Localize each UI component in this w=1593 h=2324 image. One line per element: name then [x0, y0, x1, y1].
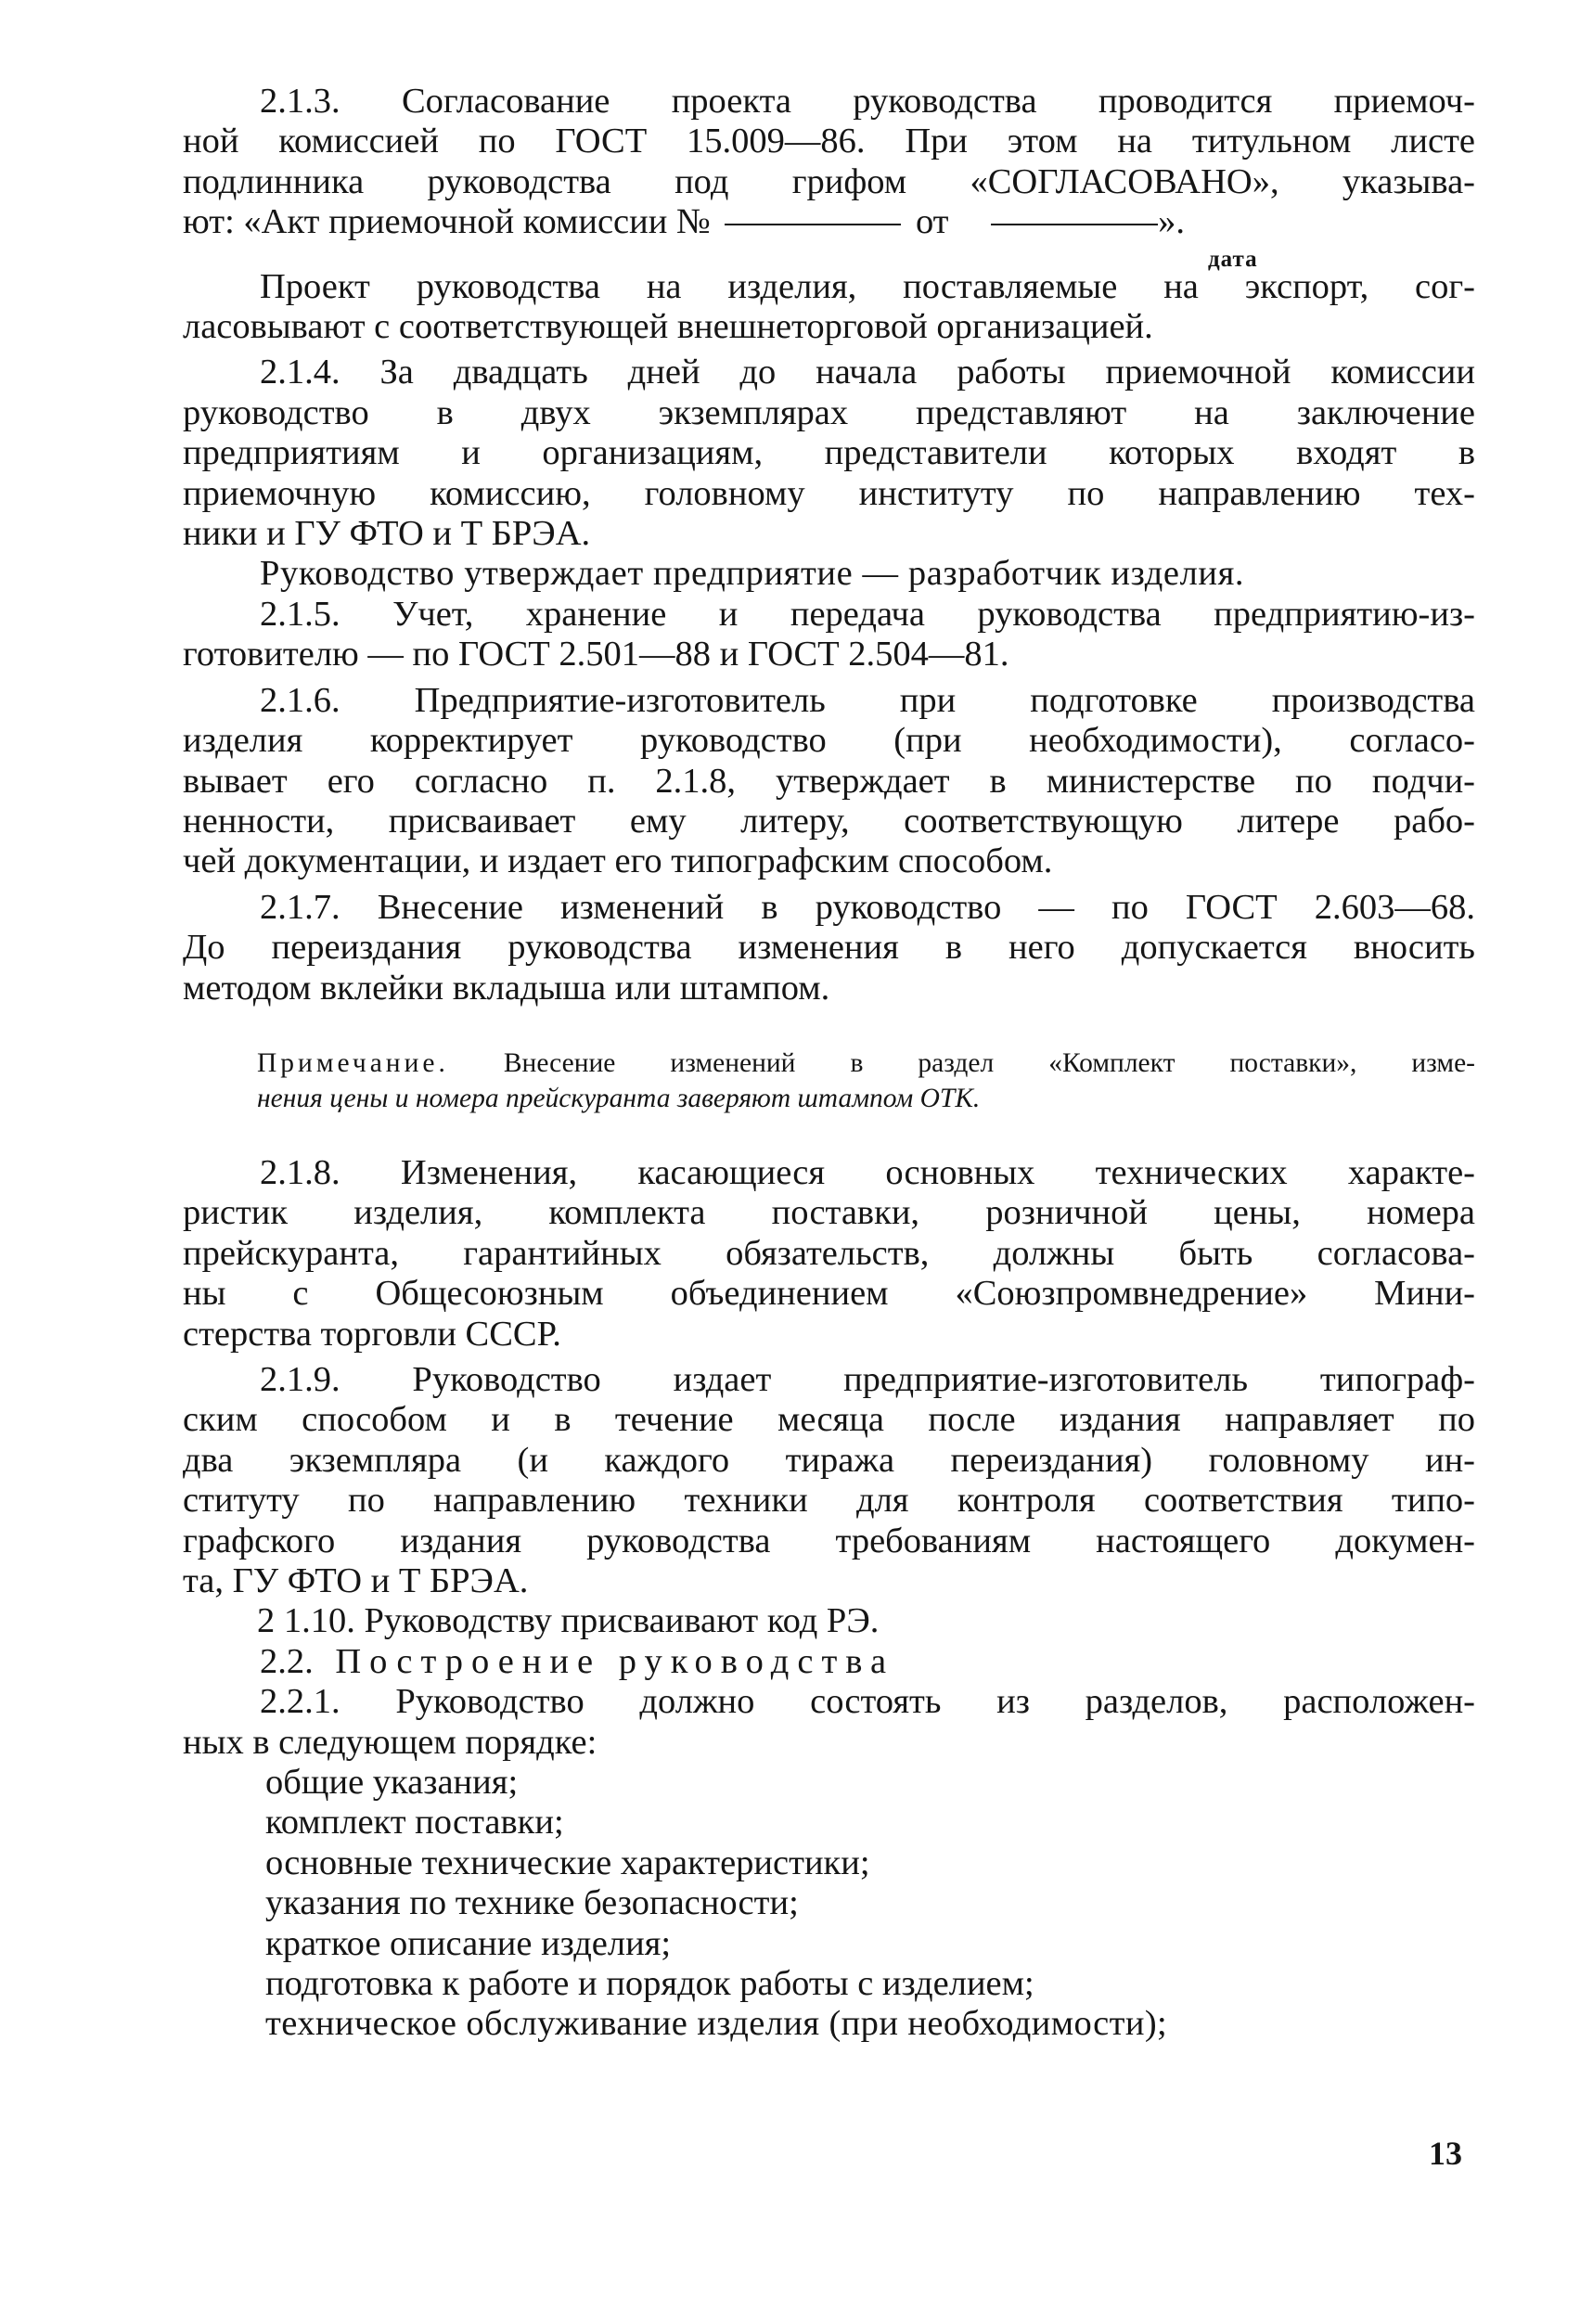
text-line: ники и ГУ ФТО и Т БРЭА. — [183, 514, 591, 554]
text-line: ненности, присваивает ему литеру, соответствующую литере рабо- — [183, 801, 1475, 841]
text-fragment: ». — [1158, 202, 1186, 242]
text-line: приемочную комиссию, головному институту по направлению тех- — [183, 473, 1475, 513]
list-item: техническое обслуживание изделия (при необходимости); — [265, 2004, 1168, 2044]
paragraph-2-2-1 — [183, 1682, 1475, 1763]
text-line: 2.1.5. Учет, хранение и передача руководства предприятию-из- — [260, 594, 1475, 634]
page-body — [183, 82, 1475, 2045]
text-line: графского издания руководства требованиям настоящего докумен- — [183, 1521, 1475, 1560]
text-line: вывает его согласно п. 2.1.8, утверждает в министерстве по подчи- — [183, 761, 1475, 801]
note-block — [257, 1046, 1475, 1116]
text-line: ласовывают с соответствующей внешнеторговой организацией. — [183, 307, 1153, 347]
text-line: Проект руководства на изделия, поставляемые на экспорт, сог- — [260, 266, 1475, 306]
paragraph-2-1-3 — [183, 82, 1475, 272]
text-line: изделия корректирует руководство (при необходимости), согласо- — [183, 721, 1475, 761]
note-line — [257, 1046, 1475, 1081]
text-line: ституту по направлению техники для контроля соответствия типо- — [183, 1481, 1475, 1521]
text-line: 2.2.1. Руководство должно состоять из разделов, расположен- — [260, 1682, 1475, 1722]
paragraph-approval — [260, 554, 1475, 594]
paragraph-2-1-4 — [183, 353, 1475, 554]
date-label: дата — [1208, 246, 1258, 272]
text-line: ных в следующем порядке: — [183, 1722, 597, 1762]
text-line: чей документации, и издает его типографским способом. — [183, 841, 1053, 881]
number-blank — [725, 224, 901, 225]
paragraph-2-1-7 — [183, 887, 1475, 1008]
text-line: 2.1.7. Внесение изменений в руководство — по ГОСТ 2.603—68. — [260, 887, 1475, 927]
text-line: ристик изделия, комплекта поставки, розничной цены, номера — [183, 1193, 1475, 1233]
paragraph-2-1-5 — [183, 594, 1475, 675]
list-item: указания по технике безопасности; — [265, 1883, 799, 1923]
text-line: два экземпляра (и каждого тиража переиздания) головному ин- — [183, 1440, 1475, 1480]
paragraph-2-1-6 — [183, 680, 1475, 882]
section-heading-2-2 — [260, 1642, 1475, 1682]
date-label-row — [260, 243, 1475, 272]
text-line: ны с Общесоюзным объединением «Союзпромвнедрение» Мини- — [183, 1274, 1475, 1314]
page-number: 13 — [1429, 2135, 1462, 2172]
list-item: краткое описание изделия; — [265, 1923, 672, 1963]
text-line: та, ГУ ФТО и Т БРЭА. — [183, 1561, 529, 1600]
section-number: 2.2. — [260, 1641, 314, 1681]
note-line: нения цены и номера прейскуранта заверяют штампом ОТК. — [257, 1083, 981, 1113]
paragraph-2-1-8 — [183, 1152, 1475, 1355]
text-line: ной комиссией по ГОСТ 15.009—86. При этом на титульном листе — [183, 122, 1475, 161]
text-line: руководство в двух экземплярах представляют на заключение — [183, 392, 1475, 432]
text-line: 2 1.10. Руководству присваивают код РЭ. — [257, 1601, 880, 1641]
text-line: 2.1.8. Изменения, касающиеся основных технических характе- — [260, 1152, 1475, 1192]
text-line: предприятиям и организациям, представители которых входят в — [183, 433, 1475, 473]
text-fragment: ют: «Акт приемочной комиссии № — [183, 202, 711, 242]
text-line: 2.1.6. Предприятие-изготовитель при подготовке производства — [260, 680, 1475, 720]
paragraph-export — [183, 266, 1475, 348]
text-line: готовителю — по ГОСТ 2.501—88 и ГОСТ 2.504—81. — [183, 635, 1009, 674]
paragraph-2-1-9 — [183, 1359, 1475, 1601]
date-blank — [991, 224, 1158, 225]
text-line: стерства торговли СССР. — [183, 1314, 561, 1354]
text-line: 2.1.4. За двадцать дней до начала работы приемочной комиссии — [260, 353, 1475, 392]
list-item: основные технические характеристики; — [265, 1843, 870, 1882]
note-text: Внесение изменений в раздел «Комплект поставки», изме- — [503, 1047, 1475, 1078]
text-line: 2.1.3. Согласование проекта руководства проводится приемоч- — [260, 82, 1475, 121]
text-line: прейскуранта, гарантийных обязательств, должны быть согласова- — [183, 1233, 1475, 1273]
text-line: методом вклейки вкладыша или штампом. — [183, 968, 830, 1008]
list-item: комплект поставки; — [265, 1803, 564, 1843]
paragraph-2-1-10 — [257, 1601, 1475, 1641]
list-item: общие указания; — [265, 1763, 519, 1803]
section-heading — [260, 1642, 1475, 1682]
text-line: До переиздания руководства изменения в него допускается вносить — [183, 928, 1475, 968]
text-line: Руководство утверждает предприятие — разработчик изделия. — [260, 554, 1245, 594]
text-fragment: от — [915, 202, 949, 242]
note-label: Примечание. — [257, 1047, 449, 1078]
section-title: Построение руководства — [335, 1641, 895, 1681]
text-line: ским способом и в течение месяца после издания направляет по — [183, 1400, 1475, 1440]
text-line: подлинника руководства под грифом «СОГЛАСОВАНО», указыва- — [183, 161, 1475, 201]
section-list — [260, 1763, 1475, 2045]
list-item: подготовка к работе и порядок работы с изделием; — [265, 1964, 1034, 2004]
text-line: 2.1.9. Руководство издает предприятие-изготовитель типограф- — [260, 1359, 1475, 1399]
signature-line — [183, 202, 1398, 242]
